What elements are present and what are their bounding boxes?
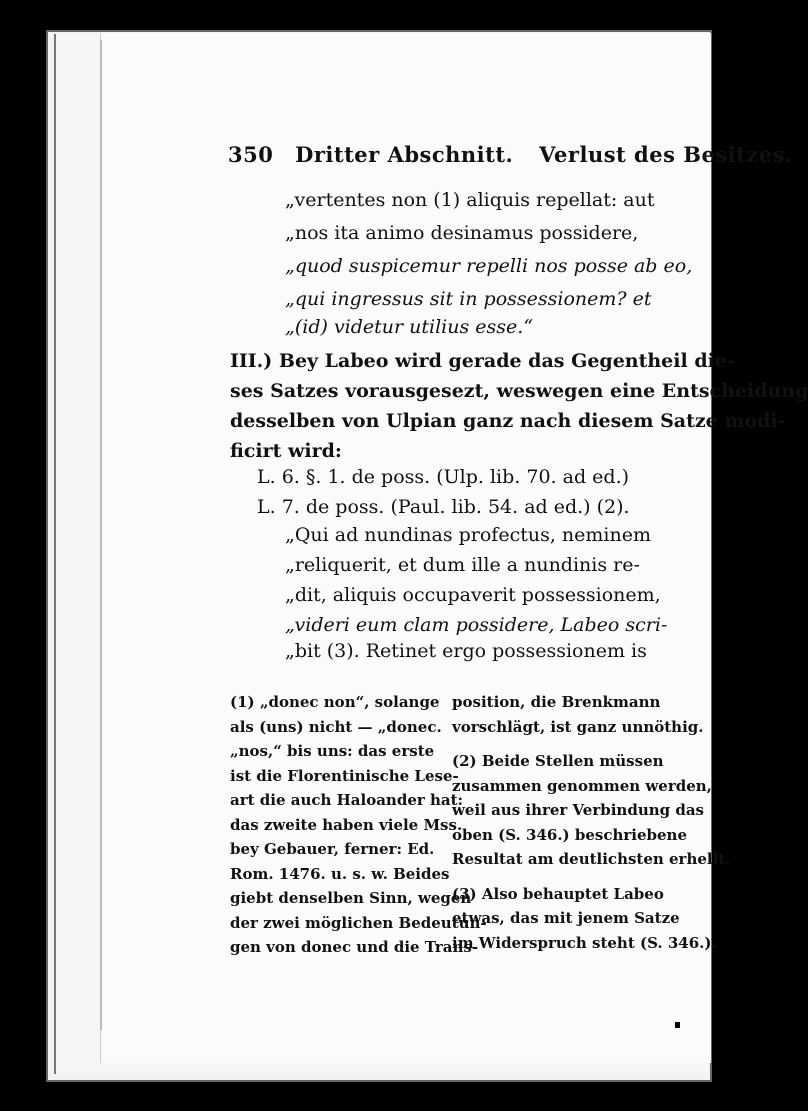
footnote-line: „nos,“ bis uns: das erste — [230, 742, 435, 760]
footnote-line: das zweite haben viele Mss. — [230, 815, 463, 834]
quote-line: „bit (3). Retinet ergo possessionem is — [285, 640, 647, 662]
footnote-line: giebt denselben Sinn, wegen — [230, 889, 472, 907]
footnote-line: als (uns) nicht — „donec. — [230, 717, 442, 736]
quote-line: „qui ingressus sit in possessionem? et — [285, 288, 652, 310]
footnote-line: position, die Brenkmann — [452, 693, 661, 711]
quote-line: „Qui ad nundinas profectus, neminem — [285, 524, 651, 546]
quote-line: „dit, aliquis occupaverit possessionem, — [285, 584, 661, 606]
footnote-line: art die auch Haloander hat: — [230, 791, 464, 809]
scan-dot — [675, 1022, 680, 1028]
paragraph-line: desselben von Ulpian ganz nach diesem Satze modi- — [230, 410, 786, 432]
citation-line: L. 7. de poss. (Paul. lib. 54. ad ed.) (2). — [257, 496, 630, 518]
gutter-line — [100, 40, 102, 1030]
paragraph-line: III.) Bey Labeo wird gerade das Gegentheil die- — [230, 350, 735, 372]
footnote-line: etwas, das mit jenem Satze — [452, 909, 680, 927]
footnote-line: der zwei möglichen Bedeutun- — [230, 913, 487, 932]
footnote-line: gen von donec und die Trans- — [230, 938, 479, 956]
footnotes-right-column — [452, 690, 731, 955]
footnote-line: bey Gebauer, ferner: Ed. — [230, 840, 435, 858]
footnote-line: Resultat am deutlichsten erhellt. — [452, 850, 731, 868]
footnote-line: Rom. 1476. u. s. w. Beides — [230, 864, 450, 883]
footnote-line: oben (S. 346.) beschriebene — [452, 825, 687, 844]
running-header — [228, 142, 793, 167]
quote-line: „(id) videtur utilius esse.“ — [285, 316, 534, 338]
footnote-line: weil aus ihrer Verbindung das — [452, 801, 705, 819]
quote-line: „vertentes non (1) aliquis repellat: aut — [285, 189, 655, 211]
footnotes-left-column — [230, 690, 487, 960]
quote-line: „nos ita animo desinamus possidere, — [285, 222, 639, 244]
footnote-line: im Widerspruch steht (S. 346.). — [452, 933, 717, 952]
quote-line: „videri eum clam possidere, Labeo scri- — [285, 614, 668, 636]
paragraph-line: ses Satzes vorausgesezt, weswegen eine Entscheidung — [230, 380, 808, 402]
quote-line: „reliquerit, et dum ille a nundinis re- — [285, 554, 640, 576]
footnote-line: ist die Florentinische Lese- — [230, 766, 459, 785]
citation-line: L. 6. §. 1. de poss. (Ulp. lib. 70. ad ed.) — [257, 466, 630, 488]
page-number: 350 — [228, 142, 274, 167]
footnote-line: (2) Beide Stellen müssen — [452, 752, 664, 770]
quote-line: „quod suspicemur repelli nos posse ab eo, — [285, 255, 693, 277]
footnote-line: (1) „donec non“, solange — [230, 693, 440, 711]
footnote-line: vorschlägt, ist ganz unnöthig. — [452, 717, 704, 736]
footnote-line: (3) Also behauptet Labeo — [452, 884, 664, 903]
chapter-title: Verlust des Besitzes. — [539, 142, 793, 167]
footnote-line: zusammen genommen werden, — [452, 776, 712, 795]
paragraph-line: ficirt wird: — [230, 440, 342, 462]
section-title: Dritter Abschnitt. — [295, 142, 514, 167]
